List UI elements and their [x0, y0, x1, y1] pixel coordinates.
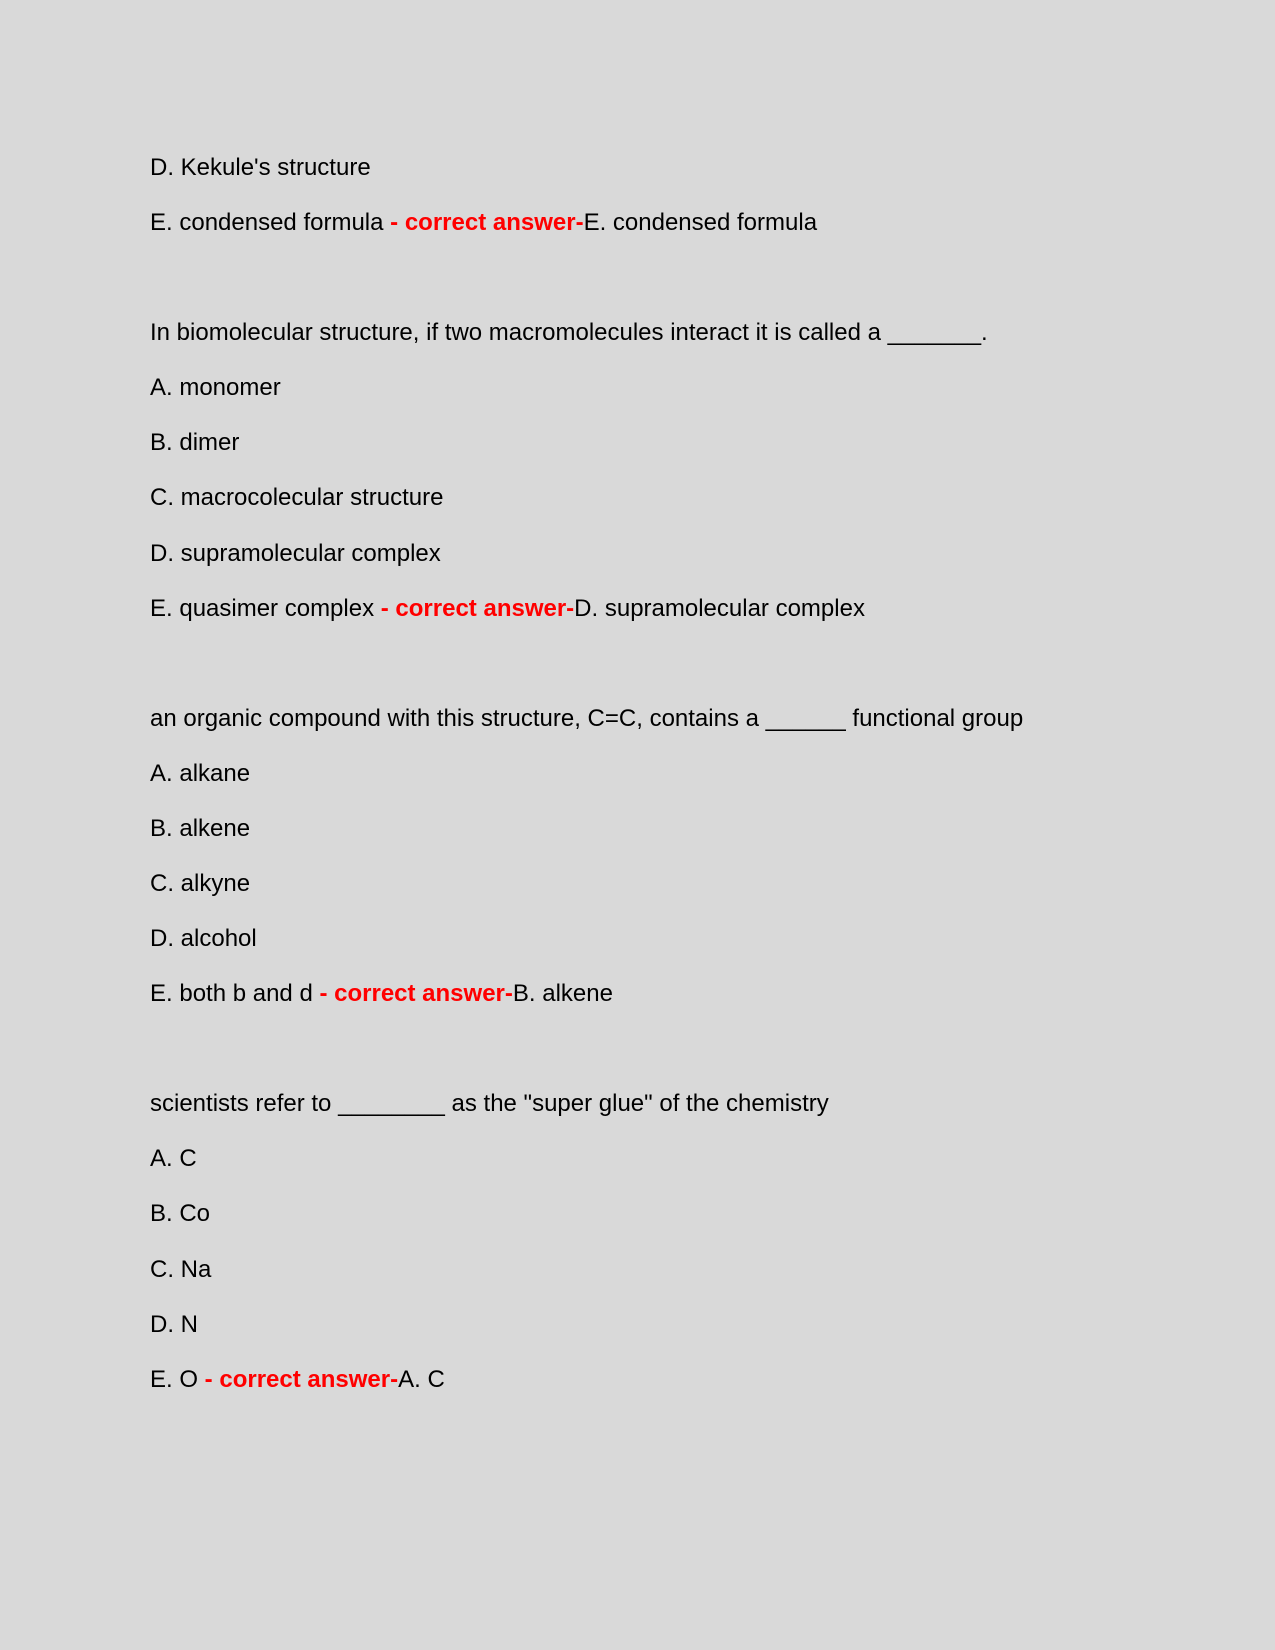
correct-answer-marker: - correct answer-: [374, 595, 575, 622]
option-text: D. N: [150, 1311, 198, 1338]
option-text: B. alkene: [150, 815, 251, 842]
question-text: scientists refer to ________ as the "super glue" of the chemistry: [150, 1090, 829, 1117]
correct-answer-marker: - correct answer-: [383, 209, 584, 236]
option-text: E. O: [150, 1366, 199, 1393]
option-text: A. C: [150, 1145, 197, 1172]
option-text: E. condensed formula: [150, 209, 384, 236]
option-line: [150, 814, 250, 844]
option-line: [150, 483, 443, 513]
option-line: [150, 539, 441, 569]
option-line: [150, 869, 250, 899]
correct-answer-text: D. supramolecular complex: [574, 595, 865, 622]
option-line: [150, 924, 257, 954]
answer-line: [150, 594, 865, 624]
option-line: [150, 428, 239, 458]
question-text: an organic compound with this structure, C=C, contains a ______ functional group: [150, 705, 1024, 732]
option-text: C. alkyne: [150, 870, 251, 897]
answer-line: [150, 1365, 445, 1395]
option-line: [150, 1255, 211, 1285]
option-text: A. alkane: [150, 760, 251, 787]
option-line: [150, 1144, 197, 1174]
option-text: D. Kekule's structure: [150, 154, 371, 181]
option-text: B. dimer: [150, 429, 240, 456]
correct-answer-marker: - correct answer-: [198, 1366, 399, 1393]
option-text: D. alcohol: [150, 925, 257, 952]
option-text: B. Co: [150, 1200, 211, 1227]
correct-answer-text: B. alkene: [512, 980, 613, 1007]
option-text: C. macrocolecular structure: [150, 484, 444, 511]
option-text: E. quasimer complex: [150, 595, 375, 622]
option-text: A. monomer: [150, 374, 281, 401]
correct-answer-text: A. C: [398, 1366, 445, 1393]
option-line: [150, 1310, 198, 1340]
option-line: [150, 373, 281, 403]
answer-line: [150, 979, 613, 1009]
correct-answer-marker: - correct answer-: [312, 980, 513, 1007]
option-line: [150, 1199, 210, 1229]
option-text: E. both b and d: [150, 980, 313, 1007]
option-line: [150, 759, 250, 789]
question-text: In biomolecular structure, if two macromolecules interact it is called a _______.: [150, 319, 988, 346]
option-text: C. Na: [150, 1256, 212, 1283]
question-prompt: [150, 1089, 829, 1119]
correct-answer-text: E. condensed formula: [583, 209, 818, 236]
question-prompt: [150, 318, 988, 348]
option-line: [150, 153, 371, 183]
question-prompt: [150, 704, 1023, 734]
answer-line: [150, 208, 817, 238]
option-text: D. supramolecular complex: [150, 540, 441, 567]
